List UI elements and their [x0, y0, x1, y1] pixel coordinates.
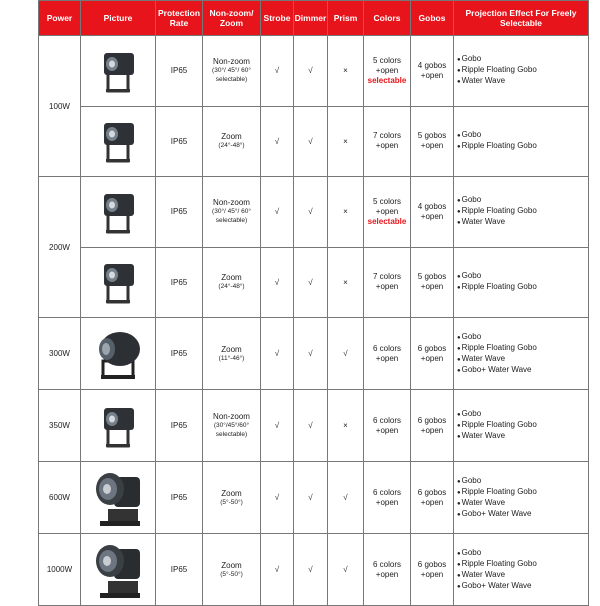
colors-count: 6 colors +open — [372, 487, 401, 507]
table-row — [39, 462, 589, 534]
column-header: Prism — [328, 1, 364, 36]
effect-item: ● Ripple Floating Gobo — [457, 65, 588, 76]
product-picture — [81, 462, 156, 534]
column-header: Picture — [81, 1, 156, 36]
strobe-cell: √ — [261, 318, 294, 390]
protection-rate-cell: IP65 — [156, 534, 203, 606]
colors-count: 6 colors +open — [372, 343, 401, 363]
zoom-angle: (30°/ 45°/ 60° selectable) — [212, 208, 251, 225]
effect-item: ● Gobo — [457, 195, 588, 206]
projector-icon — [81, 47, 155, 95]
colors-count: 6 colors +open — [372, 415, 401, 435]
product-picture — [81, 247, 156, 318]
gobos-cell: 4 gobos +open — [411, 36, 454, 107]
projector-icon — [81, 539, 155, 601]
dimmer-cell: √ — [294, 318, 328, 390]
power-cell: 600W — [39, 462, 81, 534]
colors-cell — [364, 318, 411, 390]
effect-item: ● Water Wave — [457, 431, 588, 442]
colors-cell — [364, 36, 411, 107]
power-cell: 350W — [39, 390, 81, 462]
effect-item: ● Gobo — [457, 548, 588, 559]
colors-cell — [364, 247, 411, 318]
zoom-cell — [203, 318, 261, 390]
header-row — [39, 1, 589, 36]
strobe-cell: √ — [261, 390, 294, 462]
table-row — [39, 36, 589, 107]
effect-item: ● Ripple Floating Gobo — [457, 141, 588, 152]
protection-rate-cell: IP65 — [156, 462, 203, 534]
effects-cell — [454, 318, 589, 390]
protection-rate-cell: IP65 — [156, 36, 203, 107]
effect-item: ● Gobo+ Water Wave — [457, 509, 588, 520]
prism-cell: × — [328, 36, 364, 107]
gobos-cell: 5 gobos +open — [411, 106, 454, 177]
gobos-cell: 6 gobos +open — [411, 390, 454, 462]
effect-item: ● Gobo — [457, 54, 588, 65]
gobos-cell: 5 gobos +open — [411, 247, 454, 318]
zoom-cell — [203, 390, 261, 462]
strobe-cell: √ — [261, 106, 294, 177]
projector-icon — [81, 258, 155, 306]
effect-item: ● Ripple Floating Gobo — [457, 559, 588, 570]
effects-cell — [454, 36, 589, 107]
effect-item: ● Ripple Floating Gobo — [457, 282, 588, 293]
zoom-type: Zoom — [221, 132, 242, 142]
column-header: Gobos — [411, 1, 454, 36]
effects-cell — [454, 390, 589, 462]
effect-item: ● Water Wave — [457, 570, 588, 581]
zoom-angle: (30°/ 45°/ 60° selectable) — [212, 67, 251, 84]
effect-item: ● Water Wave — [457, 498, 588, 509]
dimmer-cell: √ — [294, 36, 328, 107]
column-header: Strobe — [261, 1, 294, 36]
product-picture — [81, 177, 156, 248]
zoom-type: Non-zoom — [213, 57, 250, 67]
effect-item: ● Ripple Floating Gobo — [457, 343, 588, 354]
dimmer-cell: √ — [294, 462, 328, 534]
product-picture — [81, 390, 156, 462]
projector-icon — [81, 467, 155, 529]
colors-count: 5 colors +open — [372, 196, 401, 216]
column-header: Projection Effect For Freely Selectable — [454, 1, 589, 36]
effect-item: ● Gobo — [457, 476, 588, 487]
column-header: Protection Rate — [156, 1, 203, 36]
dimmer-cell: √ — [294, 247, 328, 318]
table-row — [39, 106, 589, 177]
power-cell: 300W — [39, 318, 81, 390]
effect-item: ● Water Wave — [457, 354, 588, 365]
dimmer-cell: √ — [294, 390, 328, 462]
zoom-cell — [203, 36, 261, 107]
zoom-angle: (5°-50°) — [220, 498, 243, 506]
gobos-cell: 6 gobos +open — [411, 318, 454, 390]
product-picture — [81, 534, 156, 606]
colors-cell — [364, 462, 411, 534]
zoom-type: Zoom — [221, 273, 242, 283]
table-row — [39, 318, 589, 390]
colors-cell — [364, 534, 411, 606]
column-header: Colors — [364, 1, 411, 36]
zoom-type: Non-zoom — [213, 412, 250, 421]
colors-cell — [364, 106, 411, 177]
zoom-cell — [203, 247, 261, 318]
strobe-cell: √ — [261, 534, 294, 606]
zoom-angle: (11°-46°) — [218, 354, 245, 362]
effect-item: ● Gobo+ Water Wave — [457, 365, 588, 376]
effect-item: ● Ripple Floating Gobo — [457, 206, 588, 217]
projector-icon — [81, 188, 155, 236]
protection-rate-cell: IP65 — [156, 390, 203, 462]
zoom-angle: (30°/45°/60° selectable) — [213, 422, 250, 438]
prism-cell: × — [328, 106, 364, 177]
effect-item: ● Water Wave — [457, 76, 588, 87]
zoom-angle: (24°-48°) — [218, 142, 245, 150]
dimmer-cell: √ — [294, 106, 328, 177]
strobe-cell: √ — [261, 177, 294, 248]
gobos-cell: 6 gobos +open — [411, 462, 454, 534]
effect-item: ● Gobo+ Water Wave — [457, 581, 588, 592]
dimmer-cell: √ — [294, 177, 328, 248]
effect-item: ● Ripple Floating Gobo — [457, 487, 588, 498]
product-picture — [81, 318, 156, 390]
colors-count: 6 colors +open — [372, 559, 401, 579]
effect-item: ● Gobo — [457, 409, 588, 420]
prism-cell: × — [328, 177, 364, 248]
effects-cell — [454, 247, 589, 318]
power-cell: 200W — [39, 177, 81, 318]
product-picture — [81, 106, 156, 177]
protection-rate-cell: IP65 — [156, 318, 203, 390]
effect-item: ● Gobo — [457, 332, 588, 343]
zoom-angle: (5°-50°) — [220, 570, 243, 578]
protection-rate-cell: IP65 — [156, 247, 203, 318]
table-row — [39, 390, 589, 462]
zoom-type: Zoom — [221, 560, 242, 570]
projector-icon — [81, 402, 155, 450]
effect-item: ● Gobo — [457, 271, 588, 282]
colors-selectable-note: selectable — [367, 75, 407, 85]
column-header: Power — [39, 1, 81, 36]
effects-cell — [454, 462, 589, 534]
colors-cell — [364, 390, 411, 462]
protection-rate-cell: IP65 — [156, 106, 203, 177]
product-picture — [81, 36, 156, 107]
colors-selectable-note: selectable — [367, 216, 407, 226]
gobos-cell: 4 gobos +open — [411, 177, 454, 248]
power-cell: 100W — [39, 36, 81, 177]
dimmer-cell: √ — [294, 534, 328, 606]
effects-cell — [454, 534, 589, 606]
strobe-cell: √ — [261, 36, 294, 107]
strobe-cell: √ — [261, 247, 294, 318]
effects-cell — [454, 106, 589, 177]
effect-item: ● Gobo — [457, 130, 588, 141]
spec-table — [38, 0, 589, 606]
prism-cell: × — [328, 247, 364, 318]
protection-rate-cell: IP65 — [156, 177, 203, 248]
colors-count: 5 colors +open — [372, 55, 401, 75]
projector-icon — [81, 325, 155, 383]
effect-item: ● Ripple Floating Gobo — [457, 420, 588, 431]
zoom-cell — [203, 534, 261, 606]
table-row — [39, 247, 589, 318]
zoom-angle: (24°-48°) — [218, 283, 245, 291]
column-header: Non-zoom/ Zoom — [203, 1, 261, 36]
zoom-type: Zoom — [221, 344, 242, 354]
prism-cell: √ — [328, 318, 364, 390]
column-header: Dimmer — [294, 1, 328, 36]
projector-icon — [81, 117, 155, 165]
zoom-type: Non-zoom — [213, 198, 250, 208]
table-row — [39, 177, 589, 248]
zoom-cell — [203, 106, 261, 177]
colors-cell — [364, 177, 411, 248]
zoom-type: Zoom — [221, 488, 242, 498]
effects-cell — [454, 177, 589, 248]
prism-cell: × — [328, 390, 364, 462]
power-cell: 1000W — [39, 534, 81, 606]
strobe-cell: √ — [261, 462, 294, 534]
prism-cell: √ — [328, 462, 364, 534]
colors-count: 7 colors +open — [372, 131, 401, 151]
colors-count: 7 colors +open — [372, 272, 401, 292]
table-row — [39, 534, 589, 606]
zoom-cell — [203, 177, 261, 248]
gobos-cell: 6 gobos +open — [411, 534, 454, 606]
prism-cell: √ — [328, 534, 364, 606]
effect-item: ● Water Wave — [457, 217, 588, 228]
zoom-cell — [203, 462, 261, 534]
